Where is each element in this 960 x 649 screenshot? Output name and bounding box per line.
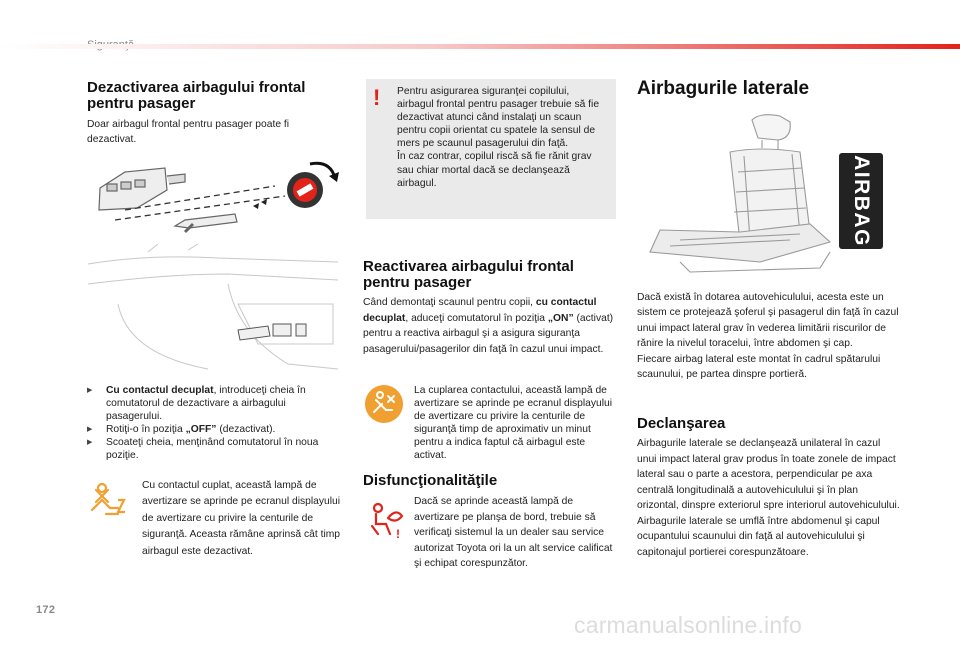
malfunction-text: Dacă se aprinde această lampă de avertizare pe planşa de bord, trebuie să verificaţi sistemul la un dealer sau service autorizat Toyota ori la un alt service calificat şi echipat corespunzător.	[414, 496, 613, 570]
airbag-off-lamp-icon	[88, 478, 130, 520]
door-panel-illustration	[88, 244, 338, 379]
indicator-note: Cu contactul cuplat, această lampă de avertizare se aprinde pe ecranul displayului de avertizare cu privire la centurile de siguranţă. Aceasta rămâne aprinsă cât timp airbagul este dezactivat.	[142, 480, 341, 557]
step-2	[87, 423, 337, 436]
warning-text: Pentru asigurarea siguranţei copilului, airbagul frontal pentru pasager trebuie să fie dezactivat atunci când instalaţi un scaun pentru copii orientat cu spatele la sensul de mers pe scaunul pasagerului din faţă. În caz contrar, copilul riscă să fie rănit grav sau chiar mortal dacă se declanşează airbagul.	[397, 86, 600, 189]
airbag-label-text: AIRBAG	[850, 155, 873, 247]
step-3-text: Scoateţi cheia, menţinând comutatorul în noua poziţie.	[106, 437, 319, 461]
deactivation-title: Dezactivarea airbagului frontal pentru pasager	[87, 79, 306, 112]
side-airbags-desc: Dacă există în dotarea autovehiculului, acesta este un sistem ce protejează şoferul şi pasagerul din faţă în cazul unui impact lateral grav în vederea limitării riscurilor de rănire la nivelul toracelui, între abdomen şi cap. Fiecare airbag lateral este montat în cadrul spătarului scaunului, pe partea dinspre portieră.	[637, 292, 899, 381]
reactivation-bold-2: „ON”	[547, 312, 574, 324]
key-switch-illustration	[85, 150, 345, 250]
deployment-title: Declanşarea	[637, 415, 726, 432]
step-1	[87, 384, 337, 423]
svg-text:!: !	[396, 527, 400, 541]
malfunction-title: Disfuncţionalităţile	[363, 472, 498, 489]
reactivation-title: Reactivarea airbagului frontal pentru pasager	[363, 258, 574, 291]
header-rule	[0, 44, 960, 50]
airbag-malfunction-icon	[366, 500, 408, 542]
reactivation-bold-1: cu contactul decuplat	[363, 297, 597, 324]
page-number: 172	[36, 604, 56, 616]
reactivation-pre: Când demontaţi scaunul pentru copii,	[363, 297, 536, 308]
warning-icon: !	[373, 85, 381, 110]
reactivation-text	[363, 295, 618, 357]
contact-note: La cuplarea contactului, această lampă de avertizare se aprinde pe ecranul displayului de avertizare cu privire la centurile de siguranţă timp de aproximativ un minut pentru a indica faptul că airbagul este activat.	[414, 385, 613, 461]
deactivation-steps	[87, 384, 337, 462]
reactivation-post: (activat) pentru a reactiva airbagul şi a asigura siguranţa pasagerului/pasagerilor din faţă în cazul unui impact.	[363, 312, 614, 355]
step-1-text: , introduceţi cheia în comutatorul de dezactivare a airbagului pasagerului.	[106, 385, 306, 422]
deployment-text: Airbagurile laterale se declanşează unilateral în cazul unui impact lateral grav produs în toate zonele de impact lateral sau o parte a acestora, perpendicular pe axa centrală longitudinală a autovehiculului şi în plan orizontal, dinspre exteriorul spre interiorul autovehiculului. Airbagurile laterale se umflă între abdomenul şi capul ocupantului scaunului din faţă al autovehiculului şi capitonajul portierei corespunzătoare.	[637, 438, 900, 558]
step-2-pre: Rotiţi-o în poziţia	[106, 424, 186, 435]
airbag-label-badge	[839, 153, 883, 249]
seatbelt-lamp-icon	[364, 384, 404, 424]
step-3	[87, 436, 337, 462]
reactivation-mid: , aduceţi comutatorul în poziţia	[405, 312, 548, 324]
deactivation-intro: Doar airbagul frontal pentru pasager poate fi dezactivat.	[87, 119, 290, 146]
step-1-bold: Cu contactul decuplat	[106, 385, 214, 396]
side-airbags-title: Airbagurile laterale	[637, 78, 810, 99]
watermark: carmanualsonline.info	[574, 612, 802, 638]
step-2-bold: „OFF”	[185, 424, 217, 435]
step-2-text: (dezactivat).	[216, 424, 276, 435]
